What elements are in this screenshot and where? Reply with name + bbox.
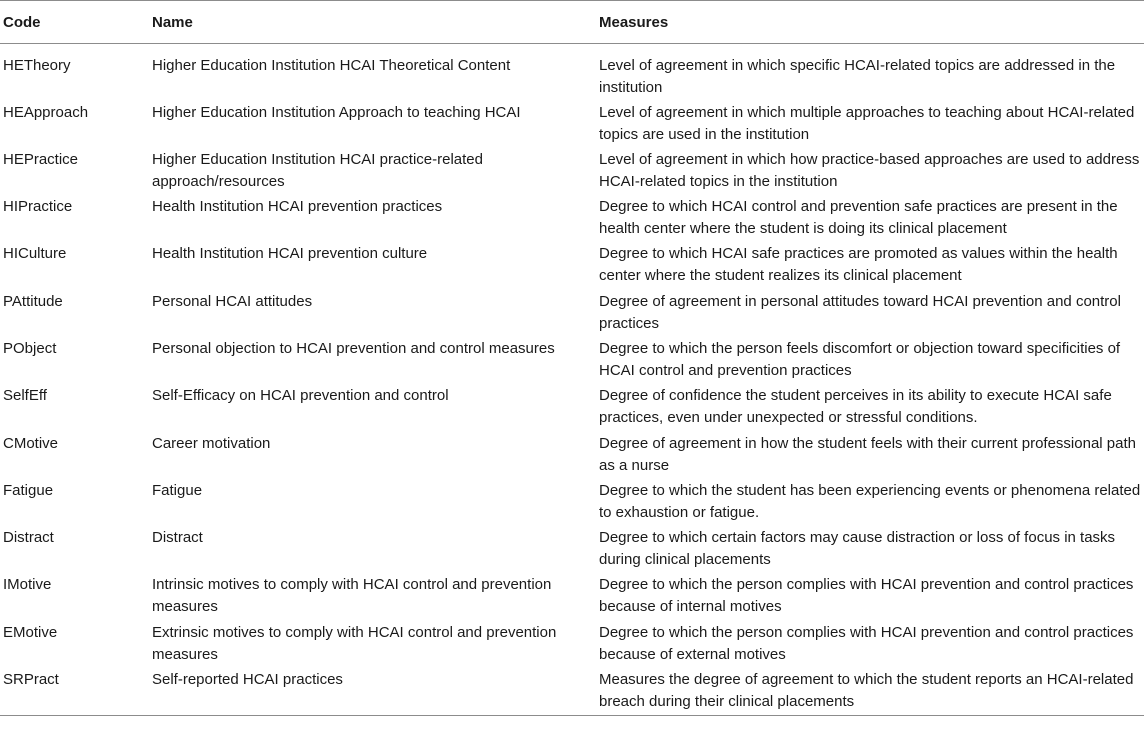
cell-name: Self-Efficacy on HCAI prevention and control (152, 387, 449, 405)
cell-measures: Degree to which HCAI safe practices are promoted as values within the health center where the student realizes its clinical placement (599, 245, 1118, 285)
table-row (0, 149, 1144, 196)
cell-code: CMotive (3, 434, 59, 452)
cell-measures: Degree to which certain factors may cause distraction or loss of focus in tasks during clinical placements (599, 529, 1116, 569)
cell-name: Personal objection to HCAI prevention and control measures (152, 339, 555, 357)
cell-name: Extrinsic motives to comply with HCAI control and prevention measures (152, 623, 557, 663)
cell-name: Self-reported HCAI practices (152, 669, 599, 715)
cell-name: Distract (152, 529, 203, 547)
cell-code: EMotive (3, 623, 58, 641)
cell-measures: Degree of agreement in personal attitudes toward HCAI prevention and control practices (599, 292, 1121, 332)
table-row (0, 622, 1144, 669)
cell-name: Health Institution HCAI prevention practices (152, 198, 443, 216)
cell-name: Intrinsic motives to comply with HCAI control and prevention measures (152, 576, 552, 616)
cell-measures: Degree of confidence the student perceives in its ability to execute HCAI safe practices, even under unexpected or stressful conditions. (599, 387, 1112, 427)
header-measures: Measures (599, 1, 1144, 44)
table-row (0, 44, 1144, 102)
table-row (0, 527, 1144, 574)
cell-name: Health Institution HCAI prevention culture (152, 245, 428, 263)
cell-measures: Degree to which the person complies with HCAI prevention and control practices because of external motives (599, 623, 1134, 663)
table-row (0, 385, 1144, 432)
cell-code: HEPractice (3, 150, 79, 168)
cell-code: HETheory (3, 57, 71, 74)
cell-code: HIPractice (3, 198, 73, 216)
header-row (0, 1, 1144, 44)
cell-name: Higher Education Institution Approach to teaching HCAI (152, 103, 521, 121)
cell-measures: Degree to which HCAI control and prevention safe practices are present in the health center where the student is doing its clinical placement (599, 198, 1118, 238)
cell-code: HICulture (3, 245, 67, 263)
cell-measures: Degree of agreement in how the student feels with their current professional path as a nurse (599, 434, 1136, 474)
table-row (0, 574, 1144, 621)
cell-name: Higher Education Institution HCAI Theoretical Content (152, 57, 511, 74)
header-name: Name (152, 1, 599, 44)
cell-measures: Level of agreement in which how practice-based approaches are used to address HCAI-related topics in the institution (599, 150, 1140, 190)
table-row (0, 338, 1144, 385)
table-row (0, 102, 1144, 149)
cell-measures: Level of agreement in which multiple approaches to teaching about HCAI-related topics are used in the institution (599, 103, 1135, 143)
table-row (0, 433, 1144, 480)
cell-code: HEApproach (3, 103, 89, 121)
cell-code: PObject (3, 339, 57, 357)
cell-measures: Degree to which the person complies with HCAI prevention and control practices because of internal motives (599, 576, 1134, 616)
table-header (0, 1, 1144, 44)
cell-measures: Degree to which the person feels discomfort or objection toward specificities of HCAI control and prevention practices (599, 339, 1121, 379)
cell-name: Career motivation (152, 434, 271, 452)
cell-name: Personal HCAI attitudes (152, 292, 313, 310)
cell-code: Distract (3, 529, 54, 547)
cell-code: SelfEff (3, 387, 47, 405)
header-code: Code (0, 1, 152, 44)
cell-name: Fatigue (152, 481, 203, 499)
cell-measures: Measures the degree of agreement to which the student reports an HCAI-related breach during their clinical placements (599, 669, 1144, 715)
cell-name: Higher Education Institution HCAI practice-related approach/resources (152, 150, 483, 190)
cell-code: Fatigue (3, 481, 54, 499)
table-body (0, 44, 1144, 716)
table-row (0, 291, 1144, 338)
cell-code: SRPract (0, 669, 152, 715)
cell-measures: Degree to which the student has been experiencing events or phenomena related to exhaustion or fatigue. (599, 481, 1141, 521)
table-row (0, 243, 1144, 290)
table-row (0, 480, 1144, 527)
table-row (0, 196, 1144, 243)
cell-code: IMotive (3, 576, 52, 594)
cell-code: PAttitude (3, 292, 63, 310)
table-row (0, 669, 1144, 715)
cell-measures: Level of agreement in which specific HCAI-related topics are addressed in the institution (599, 57, 1116, 96)
